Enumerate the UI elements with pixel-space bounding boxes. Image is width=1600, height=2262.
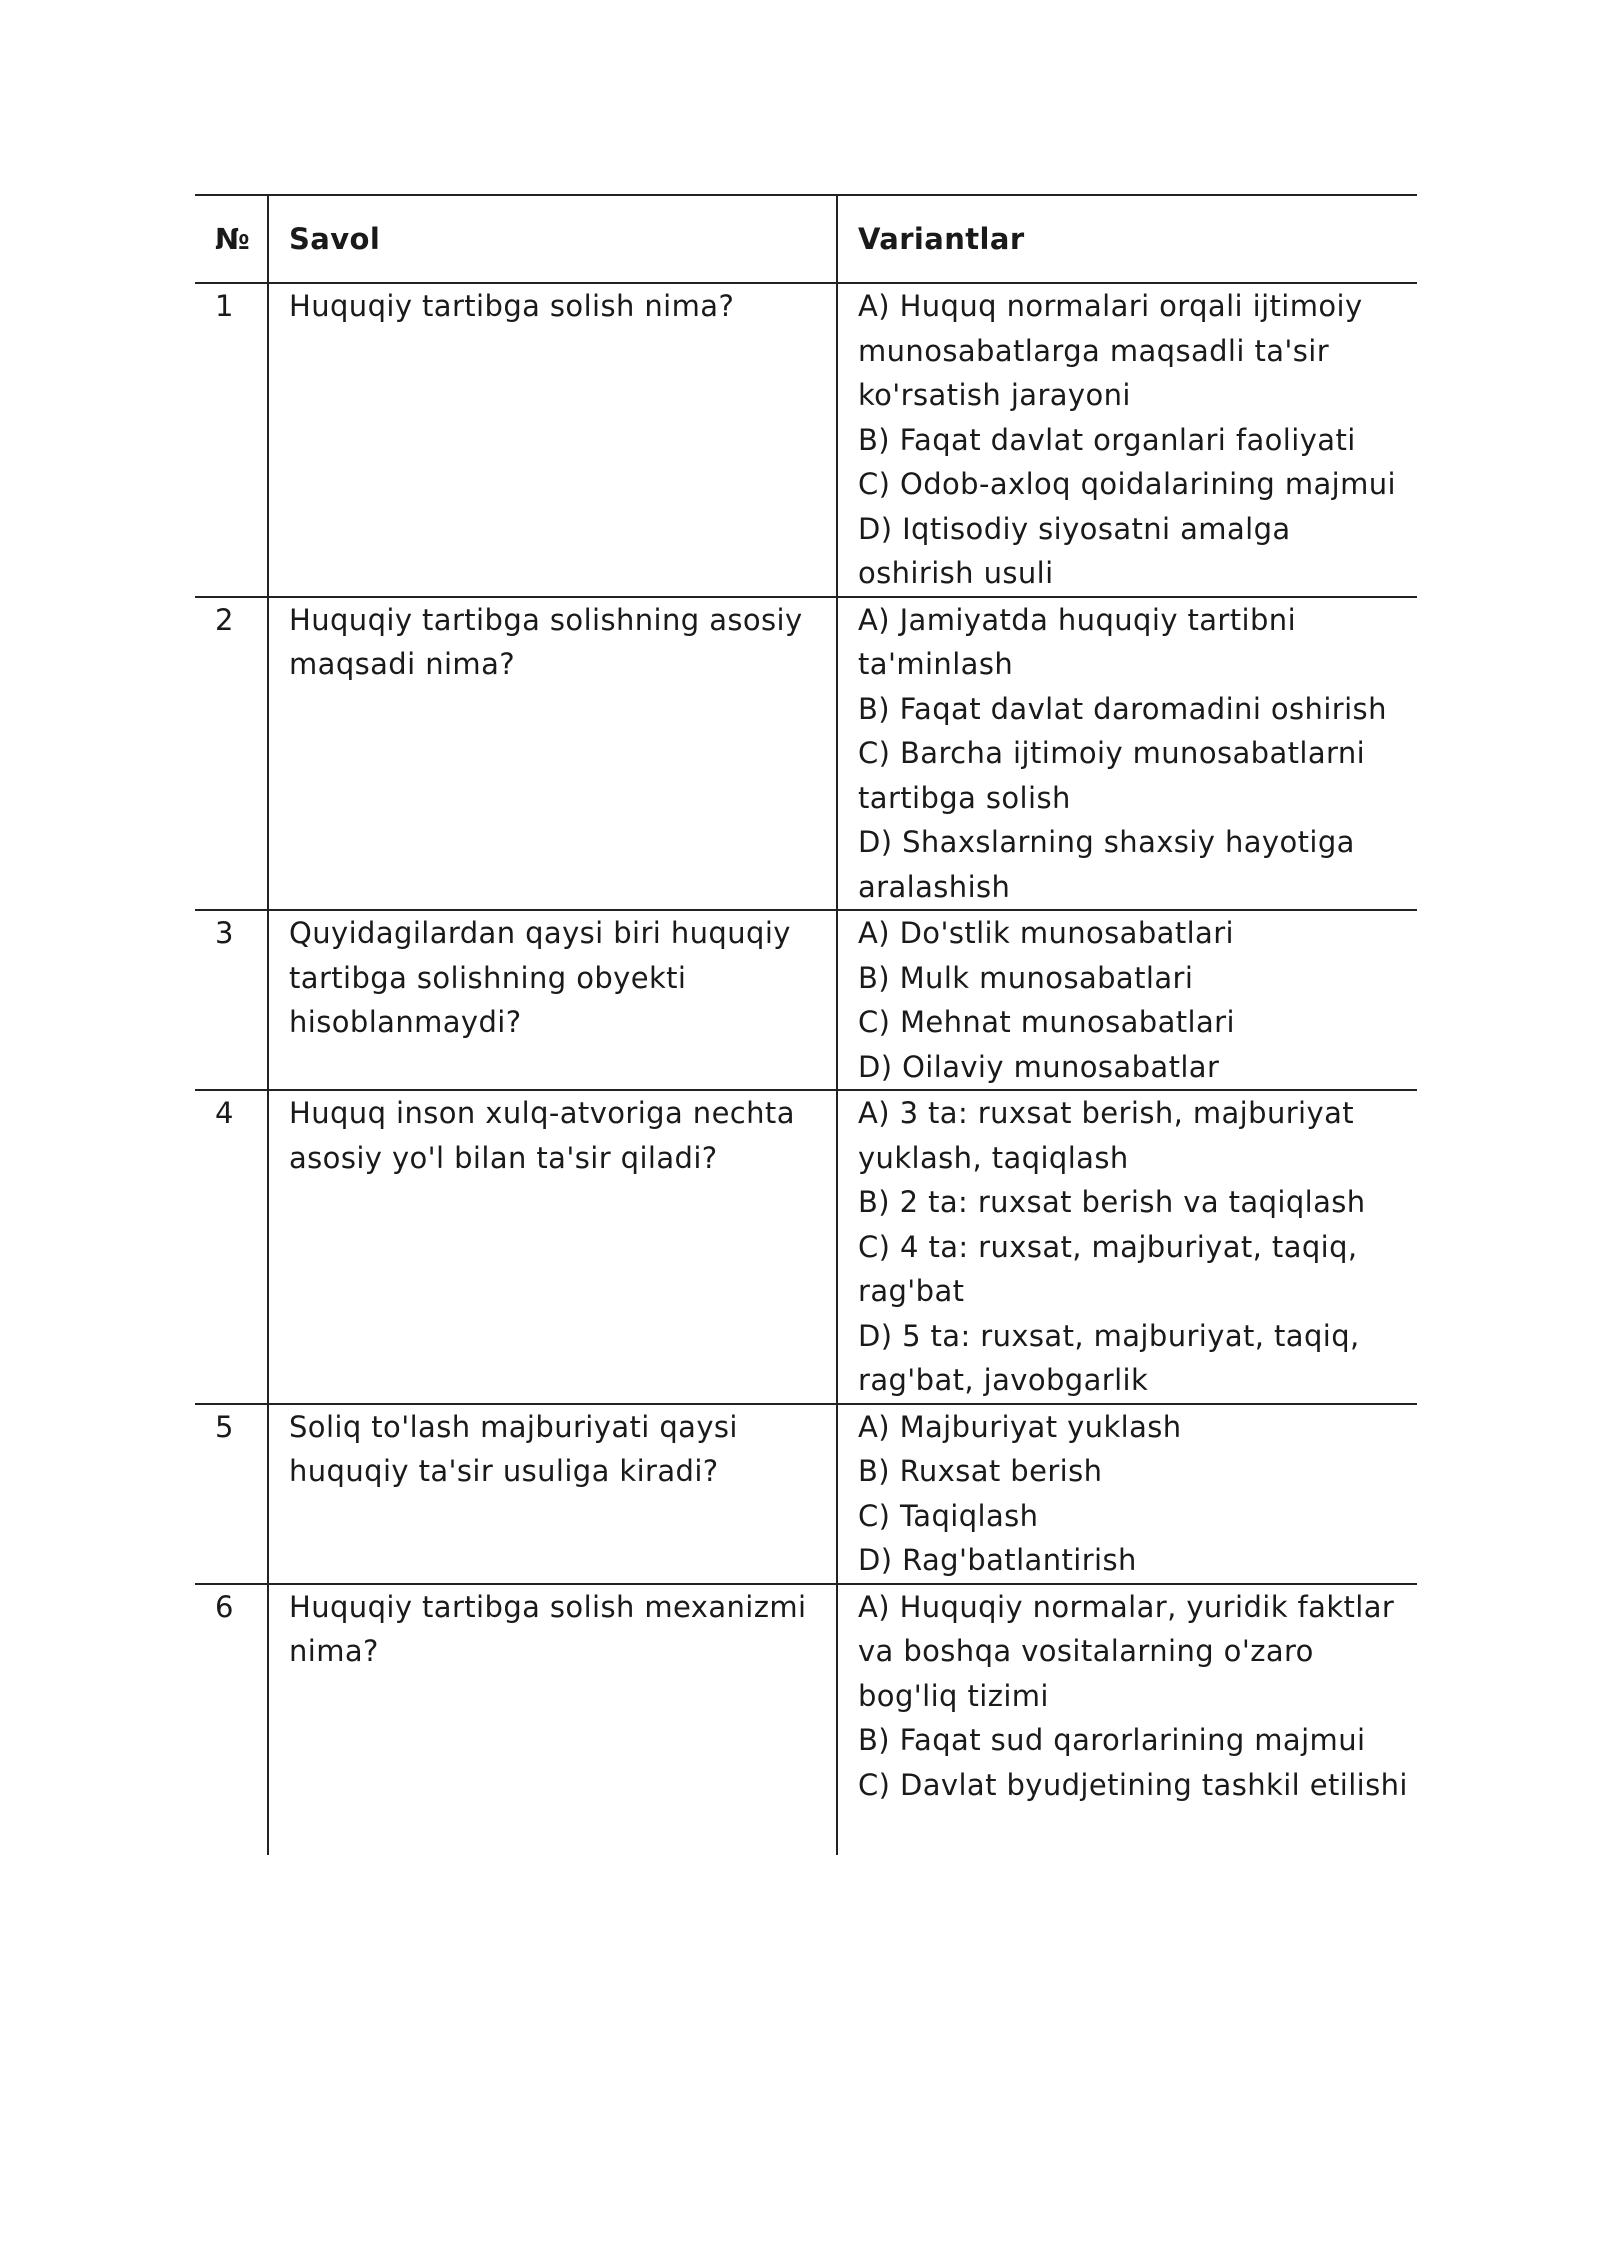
row-number	[195, 910, 268, 1090]
row-number	[195, 597, 268, 911]
option-item: A) 3 ta: ruxsat berish, majburiyat yuklash, taqiqlash	[858, 1096, 1355, 1175]
option-item: C) Taqiqlash	[858, 1498, 1039, 1533]
table-header-row	[195, 195, 1417, 283]
option-item: D) Shaxslarning shaxsiy hayotiga aralashish	[858, 825, 1355, 904]
option-item: D) Iqtisodiy siyosatni amalga oshirish usuli	[858, 511, 1291, 590]
option-item: A) Huquq normalari orqali ijtimoiy munosabatlarga maqsadli ta'sir ko'rsatish jarayoni	[858, 289, 1363, 412]
row-number	[195, 1584, 268, 1855]
table-body	[195, 283, 1417, 1855]
options-cell	[837, 1584, 1417, 1855]
option-item: B) 2 ta: ruxsat berish va taqiqlash	[858, 1185, 1366, 1219]
option-item: A) Jamiyatda huquqiy tartibni ta'minlash	[858, 602, 1297, 681]
options-cell	[837, 1090, 1417, 1404]
row-number	[195, 1404, 268, 1584]
header-number: №	[195, 195, 268, 283]
row-number	[195, 1090, 268, 1404]
options-cell	[837, 910, 1417, 1090]
question-cell	[268, 283, 837, 597]
options-cell	[837, 1404, 1417, 1584]
option-item: B) Faqat sud qarorlarining majmui	[858, 1723, 1366, 1757]
option-item: A) Huquqiy normalar, yuridik faktlar va boshqa vositalarning o'zaro bog'liq tizimi	[858, 1589, 1395, 1713]
question-text: Huquqiy tartibga solish nima?	[289, 289, 735, 323]
option-item: B) Faqat davlat daromadini oshirish	[858, 691, 1387, 726]
options-cell	[837, 597, 1417, 911]
table-row	[195, 910, 1417, 1090]
option-item: C) Barcha ijtimoiy munosabatlarni tartibga solish	[858, 736, 1366, 815]
table-row	[195, 1404, 1417, 1584]
row-number	[195, 283, 268, 597]
option-item: A) Majburiyat yuklash	[858, 1409, 1182, 1444]
row-number-text: 4	[215, 1096, 234, 1130]
row-number-text: 1	[215, 289, 234, 323]
table-row	[195, 597, 1417, 911]
question-text: Huquqiy tartibga solish mexanizmi nima?	[289, 1589, 807, 1668]
row-number-text: 6	[215, 1589, 234, 1624]
options-cell	[837, 283, 1417, 597]
quiz-table	[195, 194, 1417, 1855]
question-cell	[268, 1584, 837, 1855]
question-cell	[268, 1404, 837, 1584]
question-cell	[268, 1090, 837, 1404]
row-number-text: 3	[215, 916, 234, 950]
option-item: C) Odob-axloq qoidalarining majmui	[858, 467, 1396, 501]
option-item: D) 5 ta: ruxsat, majburiyat, taqiq, rag'bat, javobgarlik	[858, 1318, 1360, 1397]
question-text: Quyidagilardan qaysi biri huquqiy tartibga solishning obyekti hisoblanmaydi?	[289, 916, 791, 1039]
row-number-text: 2	[215, 602, 234, 637]
option-item: B) Faqat davlat organlari faoliyati	[858, 422, 1356, 457]
question-text: Huquq inson xulq-atvoriga nechta asosiy yo'l bilan ta'sir qiladi?	[289, 1096, 795, 1175]
table-row	[195, 1090, 1417, 1404]
header-options: Variantlar	[837, 195, 1417, 283]
option-item: A) Do'stlik munosabatlari	[858, 916, 1235, 950]
row-number-text: 5	[215, 1409, 234, 1444]
question-cell	[268, 910, 837, 1090]
option-item: B) Ruxsat berish	[858, 1454, 1103, 1488]
header-question: Savol	[268, 195, 837, 283]
question-cell	[268, 597, 837, 911]
option-item: B) Mulk munosabatlari	[858, 960, 1194, 995]
table-row	[195, 283, 1417, 597]
table-row	[195, 1584, 1417, 1855]
option-item: C) Davlat byudjetining tashkil etilishi	[858, 1767, 1408, 1802]
option-item: D) Rag'batlantirish	[858, 1543, 1137, 1577]
question-text: Huquqiy tartibga solishning asosiy maqsadi nima?	[289, 602, 803, 681]
option-item: D) Oilaviy munosabatlar	[858, 1049, 1220, 1084]
question-text: Soliq to'lash majburiyati qaysi huquqiy ta'sir usuliga kiradi?	[289, 1409, 738, 1488]
option-item: C) Mehnat munosabatlari	[858, 1005, 1235, 1039]
option-item: C) 4 ta: ruxsat, majburiyat, taqiq, rag'bat	[858, 1229, 1358, 1308]
